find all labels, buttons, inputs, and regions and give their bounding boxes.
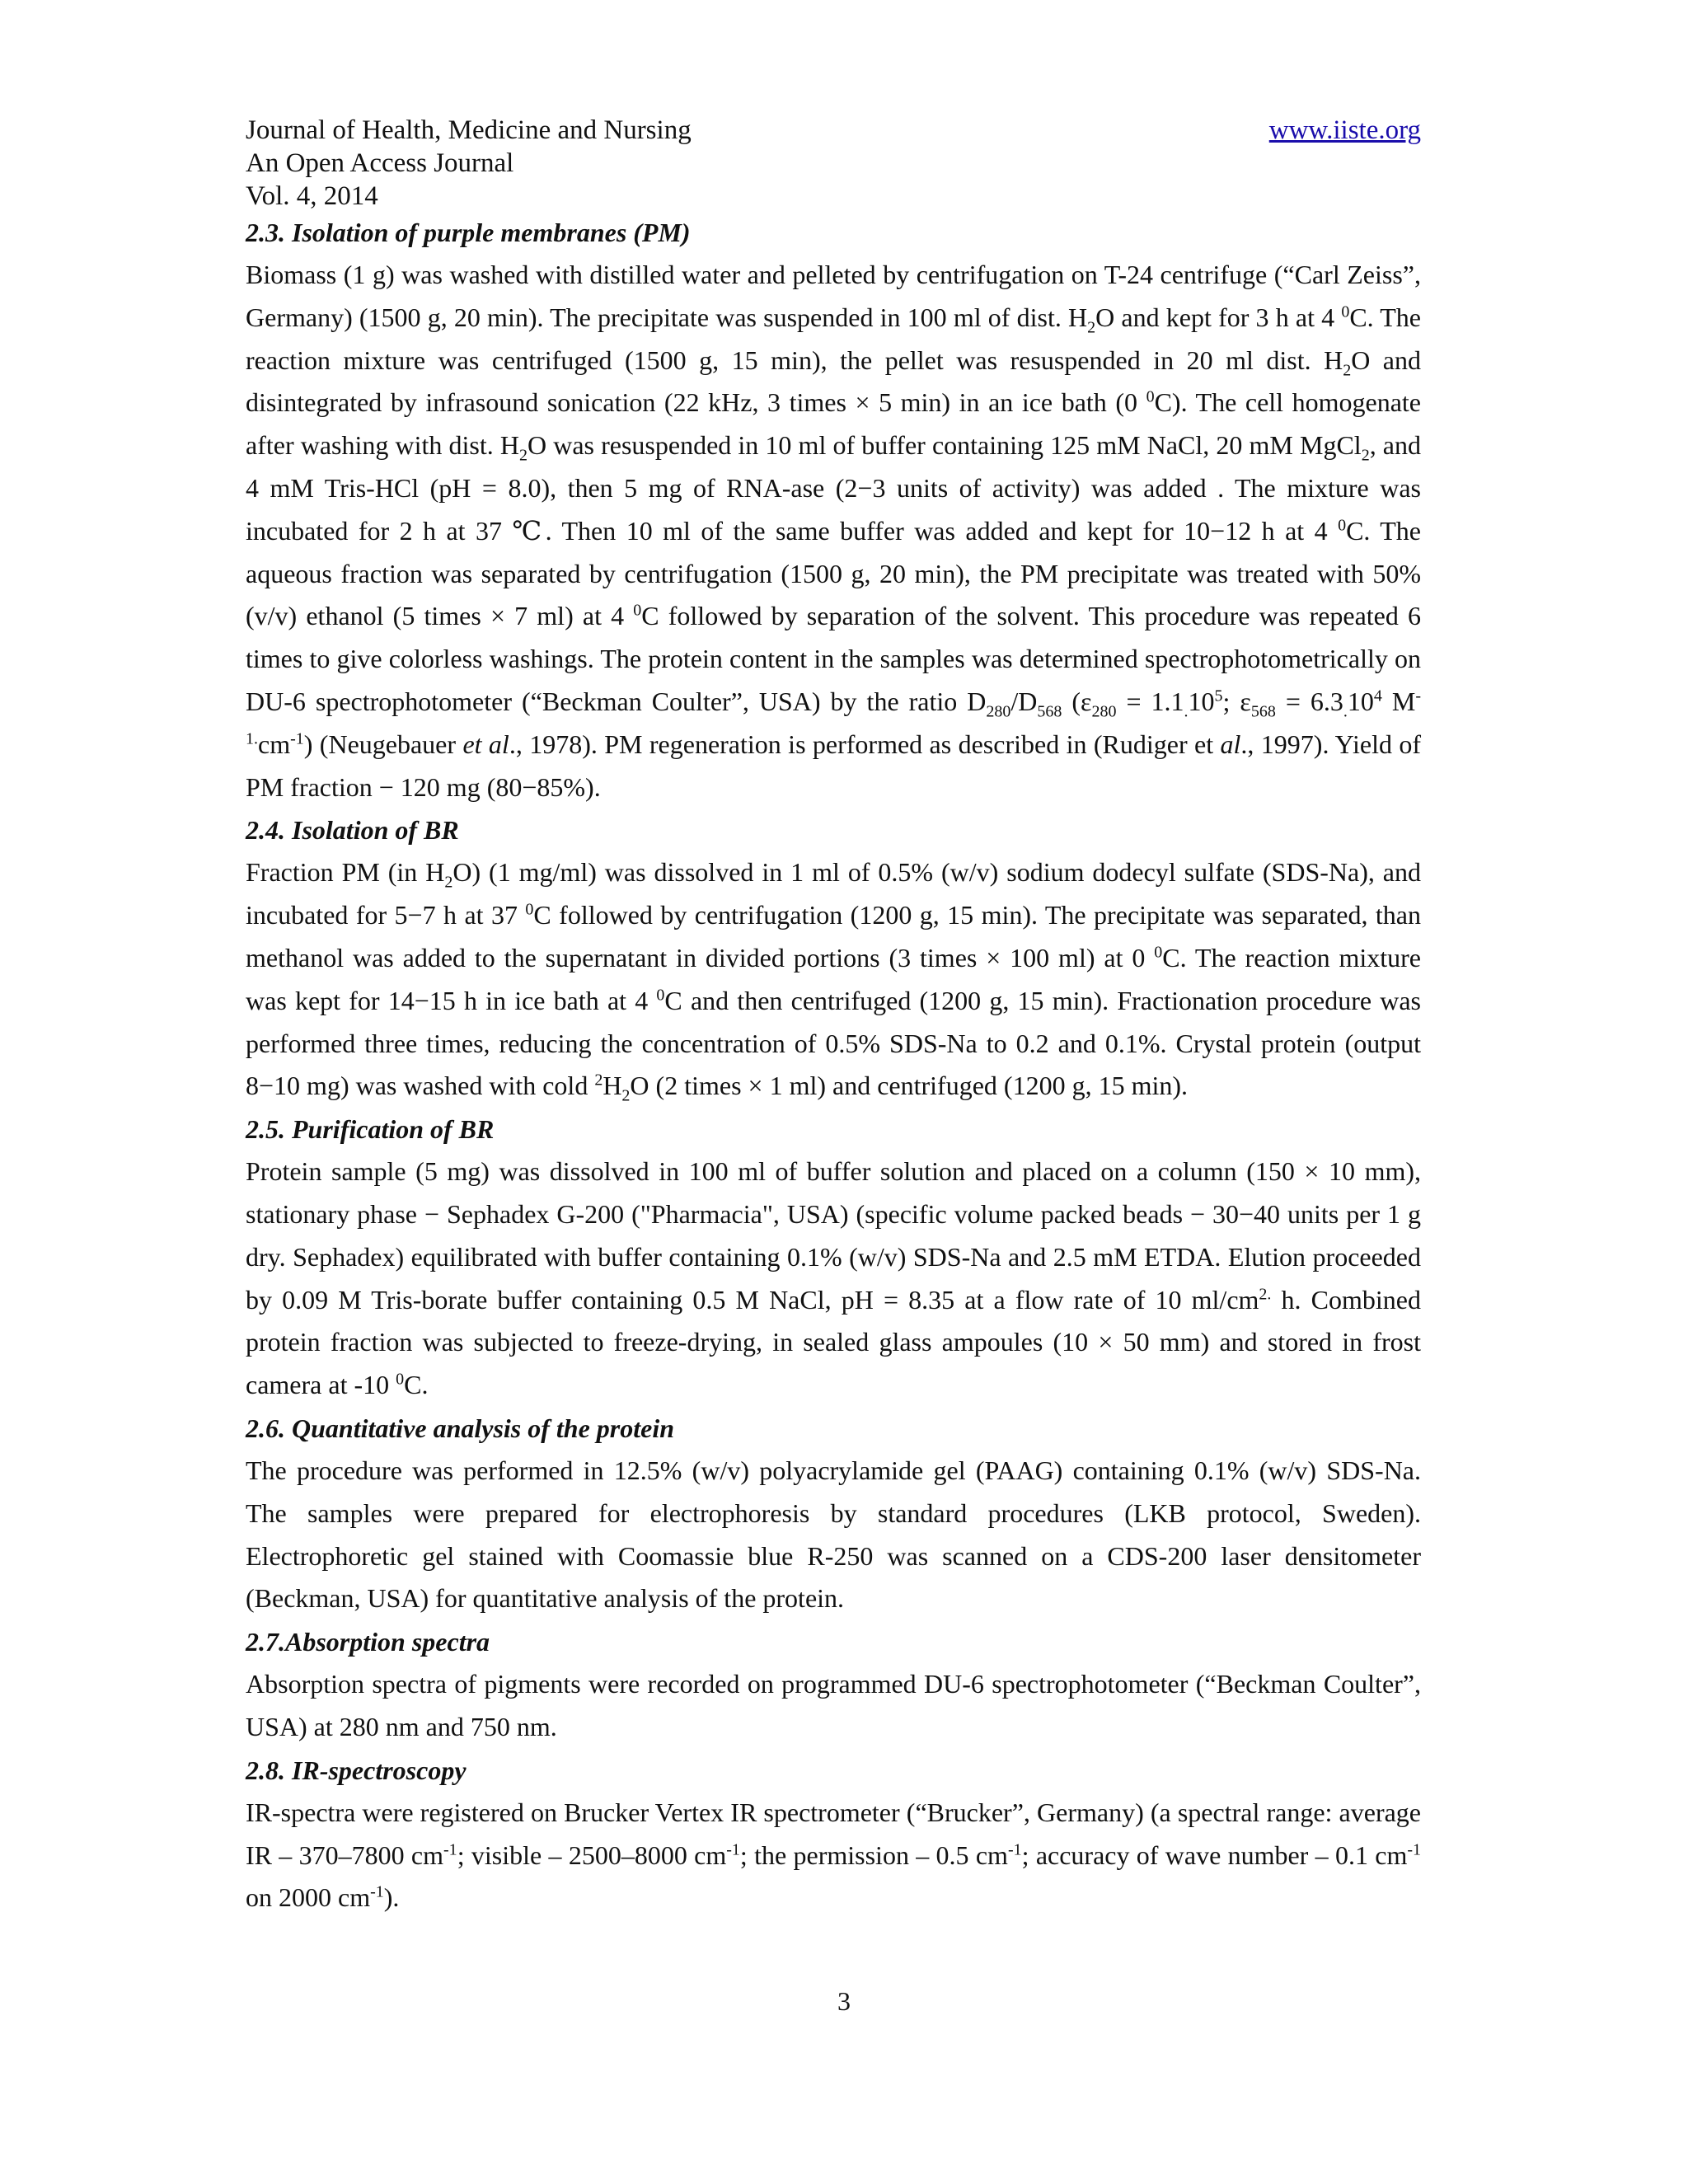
journal-volume: Vol. 4, 2014: [246, 181, 378, 211]
article-body: [246, 211, 1421, 1919]
section-paragraph: IR-spectra were registered on Brucker Vertex IR spectrometer (“Brucker”, Germany) (a spectral range: average IR – 370–7800 $cm^{-1}$; visible – 2500–8000 $cm^{-1}$; the permission – 0.5 $cm^{-1}$; accuracy of wave number – 0.1 $cm^{-1}$ on 2000 $cm^{-1}$).: [246, 1797, 1422, 1913]
section-paragraph: Protein sample (5 mg) was dissolved in 100 ml of buffer solution and placed on a column (150 × 10 mm), stationary phase − Sephadex G-200 ("Pharmacia", USA) (specific volume packed beads − 30−40 units per 1 g dry. Sephadex) equilibrated with buffer containing 0.1% (w/v) SDS-Na and 2.5 mM ETDA. Elution proceeded by 0.09 M Tris-borate buffer containing 0.5 M NaCl, pH = 8.35 at a flow rate of 10 $ml/cm^{2.}$ h. Combined protein fraction was subjected to freeze-drying, in sealed glass ampoules (10 × 50 mm) and stored in frost camera at -10 $^0$C.: [246, 1156, 1422, 1400]
section-title: 2.3. Isolation of purple membranes (PM): [246, 218, 691, 247]
page-header: [246, 114, 1421, 213]
section-title: 2.4. Isolation of BR: [246, 815, 459, 846]
website-link[interactable]: www.iiste.org: [1268, 115, 1421, 145]
journal-title: Journal of Health, Medicine and Nursing: [246, 115, 692, 145]
section-title: 2.6. Quantitative analysis of the protein: [246, 1413, 675, 1443]
section-paragraph: Biomass (1 g) was washed with distilled water and pelleted by centrifugation on T-24 centrifuge (“Carl Zeiss”, Germany) (1500 g, 20 min). The precipitate was suspended in 100 ml of dist. $H_2O$ and kept for 3 h at 4 $^0$C. The reaction mixture was centrifuged (1500 g, 15 min), the pellet was resuspended in 20 ml dist. $H_2O$ and disintegrated by infrasound sonication (22 kHz, 3 times × 5 min) in an ice bath (0 $^0$C). The cell homogenate after washing with dist. $H_2O$ was resuspended in 10 ml of buffer containing 125 mM NaCl, 20 mM MgCl$_2$, and 4 mM Tris-HCl (pH = 8.0), then 5 mg of RNA-ase (2−3 units of activity) was added . The mixture was incubated for 2 h at 37 ℃. Then 10 ml of the same buffer was added and kept for 10−12 h at 4 $^0$C. The aqueous fraction was separated by centrifugation (1500 g, 20 min), the PM precipitate was treated with 50% (v/v) ethanol (5 times × 7 ml) at 4 $^0$C followed by separation of the solvent. This procedure was repeated 6 times to give colorless washings. The protein content in the samples was determined spectrophotometrically on DU-6 spectrophotometer (“Beckman Coulter”, USA) by the ratio $D_{280}/D_{568}$ ($\varepsilon_{280} = 1.1_.10^5$; $\varepsilon_{568} = 6.3_.10^4$ $M^{-1.}cm^{-1}$) (Neugebauer et al., 1978). PM regeneration is performed as described in (Rudiger et al., 1997). Yield of PM fraction − 120 mg (80−85%).: [246, 260, 1422, 802]
header-row: [246, 114, 1421, 147]
section-paragraph: Fraction PM (in $H_2O$) (1 mg/ml) was dissolved in 1 ml of 0.5% (w/v) sodium dodecyl sulfate (SDS-Na), and incubated for 5−7 h at 37 $^0$C followed by centrifugation (1200 g, 15 min). The precipitate was separated, than methanol was added to the supernatant in divided portions (3 times × 100 ml) at 0 $^0$C. The reaction mixture was kept for 14−15 h in ice bath at 4 $^0$C and then centrifuged (1200 g, 15 min). Fractionation procedure was performed three times, reducing the concentration of 0.5% SDS-Na to 0.2 and 0.1%. Crystal protein (output 8−10 mg) was washed with cold $^2H_2O$ (2 times × 1 ml) and centrifuged (1200 g, 15 min).: [246, 857, 1422, 1105]
journal-subtitle: An Open Access Journal: [246, 148, 514, 178]
section-paragraph: The procedure was performed in 12.5% (w/v) polyacrylamide gel (PAAG) containing 0.1% (w/v) SDS-Na. The samples were prepared for electrophoresis by standard procedures (LKB protocol, Sweden). Electrophoretic gel stained with Coomassie blue R-250 was scanned on a CDS-200 laser densitometer (Beckman, USA) for quantitative analysis of the protein.: [246, 1455, 1421, 1614]
section-title: 2.7.Absorption spectra: [246, 1627, 490, 1657]
section-paragraph: Absorption spectra of pigments were recorded on programmed DU-6 spectrophotometer (“Beckman Coulter”, USA) at 280 nm and 750 nm.: [246, 1669, 1421, 1741]
section-title: 2.5. Purification of BR: [246, 1114, 495, 1145]
section-title: 2.8. IR-spectroscopy: [246, 1755, 467, 1785]
page-number: 3: [837, 1986, 851, 2016]
